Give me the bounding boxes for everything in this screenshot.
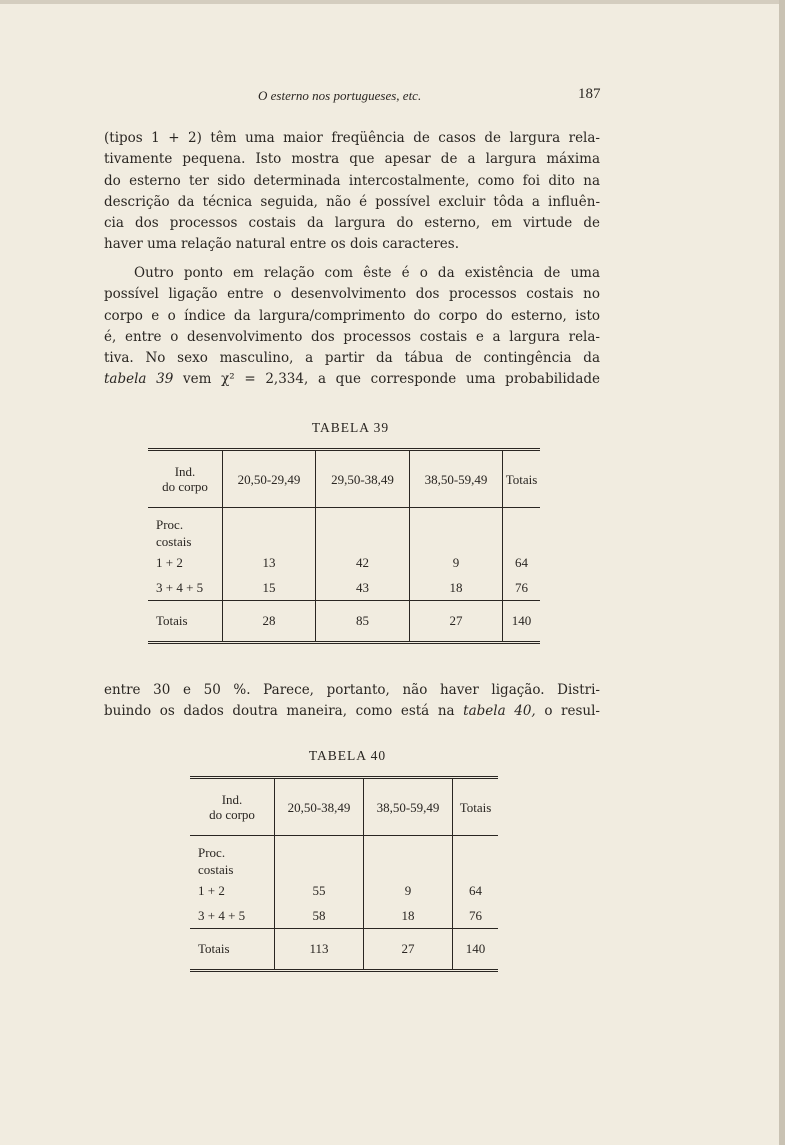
- table-40: [190, 776, 498, 972]
- totals-label: Totais: [148, 601, 223, 643]
- table-cell: 55: [275, 878, 364, 903]
- chi-square-formula: χ² = 2,334: [221, 371, 304, 388]
- column-header: Totais: [453, 778, 499, 836]
- text-line: tiva. No sexo masculino, a partir da tábua de contingência da: [104, 350, 600, 367]
- table-39: [148, 448, 540, 644]
- table-cell: 9: [364, 878, 453, 903]
- table-39-caption: TABELA 39: [311, 420, 390, 435]
- text-fragment: o resul-: [535, 703, 600, 720]
- text-line: [104, 701, 600, 722]
- row-label: 3 + 4 + 5: [148, 575, 223, 601]
- text-line: haver uma relação natural entre os dois caracteres.: [104, 236, 459, 253]
- table-row: [190, 903, 498, 929]
- corner-cell: Ind. do corpo: [148, 450, 223, 508]
- column-header: 20,50-38,49: [275, 778, 364, 836]
- text-line: possível ligação entre o desenvolvimento dos processos costais no: [104, 286, 600, 303]
- row-group-label: Proc. costais: [148, 508, 223, 551]
- column-header: 38,50-59,49: [410, 450, 503, 508]
- text-line: é, entre o desenvolvimento dos processos costais e a largura rela-: [104, 328, 600, 345]
- text-line: (tipos 1 + 2) têm uma maior freqüência de casos de largura rela-: [104, 130, 600, 146]
- row-label: 3 + 4 + 5: [190, 903, 275, 929]
- table-reference: tabela 39: [104, 371, 174, 388]
- row-label: 1 + 2: [148, 550, 223, 575]
- table-row: [148, 550, 540, 575]
- table-reference: tabela 40,: [463, 703, 536, 720]
- text-line: Outro ponto em relação com êste é o da existência de uma: [134, 265, 600, 281]
- table-cell: 64: [515, 554, 528, 570]
- table-cell: 13: [223, 550, 316, 575]
- text-line: entre 30 e 50 %. Parece, portanto, não haver ligação. Distri-: [104, 682, 600, 698]
- table-cell: 76: [469, 907, 482, 923]
- table-row: [148, 575, 540, 601]
- table-cell: 85: [316, 601, 410, 643]
- column-header: 29,50-38,49: [316, 450, 410, 508]
- paragraph-3: [104, 680, 600, 723]
- text-fragment: vem: [173, 371, 222, 388]
- table-cell: 43: [316, 575, 410, 601]
- column-header: 20,50-29,49: [223, 450, 316, 508]
- table-cell: 140: [453, 929, 499, 971]
- text-line: [104, 369, 600, 390]
- table-cell: 58: [275, 903, 364, 929]
- totals-label: Totais: [190, 929, 275, 971]
- text-line: cia dos processos costais da largura do esterno, em virtude de: [104, 215, 600, 232]
- corner-cell: Ind. do corpo: [190, 778, 275, 836]
- table-cell: 15: [223, 575, 316, 601]
- table-cell: 27: [410, 601, 503, 643]
- paragraph-1: [104, 128, 600, 256]
- table-40-caption: TABELA 40: [308, 748, 387, 763]
- running-title: O esterno nos portugueses, etc.: [258, 88, 422, 103]
- row-group-label-row: [190, 836, 498, 879]
- totals-row: [190, 929, 498, 971]
- page-right-edge: [779, 0, 785, 1145]
- table-row: [190, 878, 498, 903]
- text-line: descrição da técnica seguida, não é possível excluir tôda a influên-: [104, 193, 600, 210]
- text-fragment: buindo os dados doutra maneira, como está na: [104, 703, 464, 720]
- table-cell: 140: [503, 601, 541, 643]
- page-top-edge: [0, 0, 785, 4]
- text-line: do esterno ter sido determinada intercostalmente, como foi dito na: [104, 172, 600, 189]
- table-cell: 9: [410, 550, 503, 575]
- totals-row: [148, 601, 540, 643]
- column-header: 38,50-59,49: [364, 778, 453, 836]
- row-label: 1 + 2: [190, 878, 275, 903]
- table-cell: 42: [316, 550, 410, 575]
- table-cell: 18: [364, 903, 453, 929]
- text-line: tivamente pequena. Isto mostra que apesar de a largura máxima: [104, 151, 600, 168]
- column-header: Totais: [503, 450, 541, 508]
- table-header-row: [190, 778, 498, 836]
- table-cell: 113: [275, 929, 364, 971]
- row-group-label: Proc. costais: [190, 836, 275, 879]
- table-header-row: [148, 450, 540, 508]
- table-cell: 28: [223, 601, 316, 643]
- page-number: 187: [578, 86, 601, 102]
- page-header: [0, 86, 785, 108]
- table-cell: 64: [469, 882, 482, 898]
- text-line: corpo e o índice da largura/comprimento do corpo do esterno, isto: [104, 307, 600, 324]
- text-fragment: , a que corresponde uma probabilidade: [304, 371, 601, 388]
- row-group-label-row: [148, 508, 540, 551]
- paragraph-2: [104, 263, 600, 391]
- table-cell: 27: [364, 929, 453, 971]
- table-cell: 18: [410, 575, 503, 601]
- table-cell: 76: [515, 579, 528, 595]
